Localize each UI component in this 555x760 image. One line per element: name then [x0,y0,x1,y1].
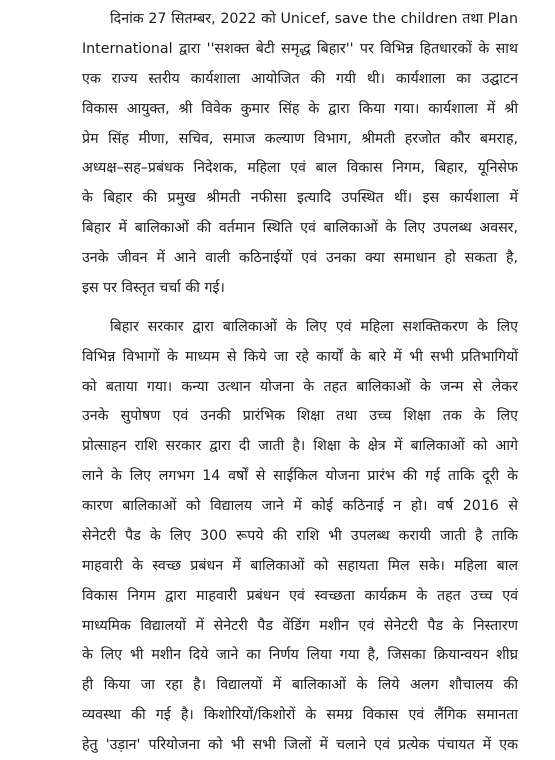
paragraph-1-line-8: बिहार में बालिकाओं की वर्तमान स्थिति एवं बालिकाओं के लिए उपलब्ध अवसर, [82,220,518,237]
paragraph-2-line-14: व्यवस्था की गई है। किशोरियों/किशोरों के समग्र विकास एवं लैंगिक समानता [82,707,518,724]
paragraph-1-line-9: उनके जीवन में आने वाली कठिनाईयों एवं उनका क्या समाधान हो सकता है, [82,250,518,266]
paragraph-2-line-11: माध्यमिक विद्यालयों में सेनेटरी पैड वेंडिंग मशीन एवं सेनेटरी पैड के निस्तारण [82,617,518,634]
paragraph-2-line-1: बिहार सरकार द्वारा बालिकाओं के लिए एवं महिला सशक्तिकरण के लिए [110,318,518,335]
paragraph-2-line-13: ही किया जा रहा है। विद्यालयों में बालिकाओं के लिये अलग शौचालय की [82,677,518,694]
paragraph-1-line-1: दिनांक 27 सितम्बर, 2022 को Unicef, save the children तथा Plan [110,11,518,27]
paragraph-2-line-2: विभिन्न विभागों के माध्यम से किये जा रहे कार्यों के बारे में भी सभी प्रतिभागियों [82,348,518,365]
paragraph-1-line-10: इस पर विस्तृत चर्चा की गई। [82,279,225,296]
paragraph-2-line-7: कारण बालिकाओं को विद्यालय जाने में कोई कठिनाई न हो। वर्ष 2016 से [82,498,518,514]
paragraph-2-line-8: सेनेटरी पैड के लिए 300 रूपये की राशि भी उपलब्ध करायी जाती है ताकि [82,527,518,544]
paragraph-2-line-5: प्रोत्साहन राशि सरकार द्वारा दी जाती है। शिक्षा के क्षेत्र में बालिकाओं को आगे [82,438,518,455]
paragraph-1-line-5: प्रेम सिंह मीणा, सचिव, समाज कल्याण विभाग, श्रीमती हरजोत कौर बमराह, [82,130,518,147]
paragraph-2-line-10: विकास निगम द्वारा माहवारी प्रबंधन एवं स्वच्छता कार्यक्रम के तहत उच्च एवं [82,587,518,604]
paragraph-1-line-6: अध्यक्ष–सह–प्रबंधक निदेशक, महिला एवं बाल विकास निगम, बिहार, यूनिसेफ [82,160,518,177]
paragraph-2-line-6: लाने के लिए लगभग 14 वर्षों से साईकिल योजना प्रारंभ की गई ताकि दूरी के [82,468,518,485]
paragraph-1-line-3: एक राज्य स्तरीय कार्यशाला आयोजित की गयी थी। कार्यशाला का उद्घाटन [82,70,518,87]
paragraph-2-line-3: को बताया गया। कन्या उत्थान योजना के तहत बालिकाओं के जन्म से लेकर [82,378,518,395]
paragraph-1-line-7: के बिहार की प्रमुख श्रीमती नफीसा इत्यादि उपस्थित थीं। इस कार्यशाला में [82,190,518,207]
paragraph-2-line-12: के लिए भी मशीन दिये जाने का निर्णय लिया गया है, जिसका क्रियान्वयन शीघ्र [82,647,518,664]
paragraph-1-line-4: विकास आयुक्त, श्री विवेक कुमार सिंह के द्वारा किया गया। कार्यशाला में श्री [82,100,518,117]
paragraph-1-line-2: International द्वारा ''सशक्त बेटी समृद्ध बिहार'' पर विभिन्न हितधारकों के साथ [82,40,518,57]
paragraph-2-line-15: हेतु 'उड़ान' परियोजना को भी सभी जिलों में चलाने एवं प्रत्येक पंचायत में एक [82,737,518,753]
paragraph-2-line-4: उनके सुपोषण एवं उनकी प्रारंभिक शिक्षा तथा उच्च शिक्षा तक के लिए [82,408,518,425]
paragraph-2-line-9: माहवारी के स्वच्छ प्रबंधन में बालिकाओं को सहायता मिल सके। महिला बाल [82,557,518,574]
